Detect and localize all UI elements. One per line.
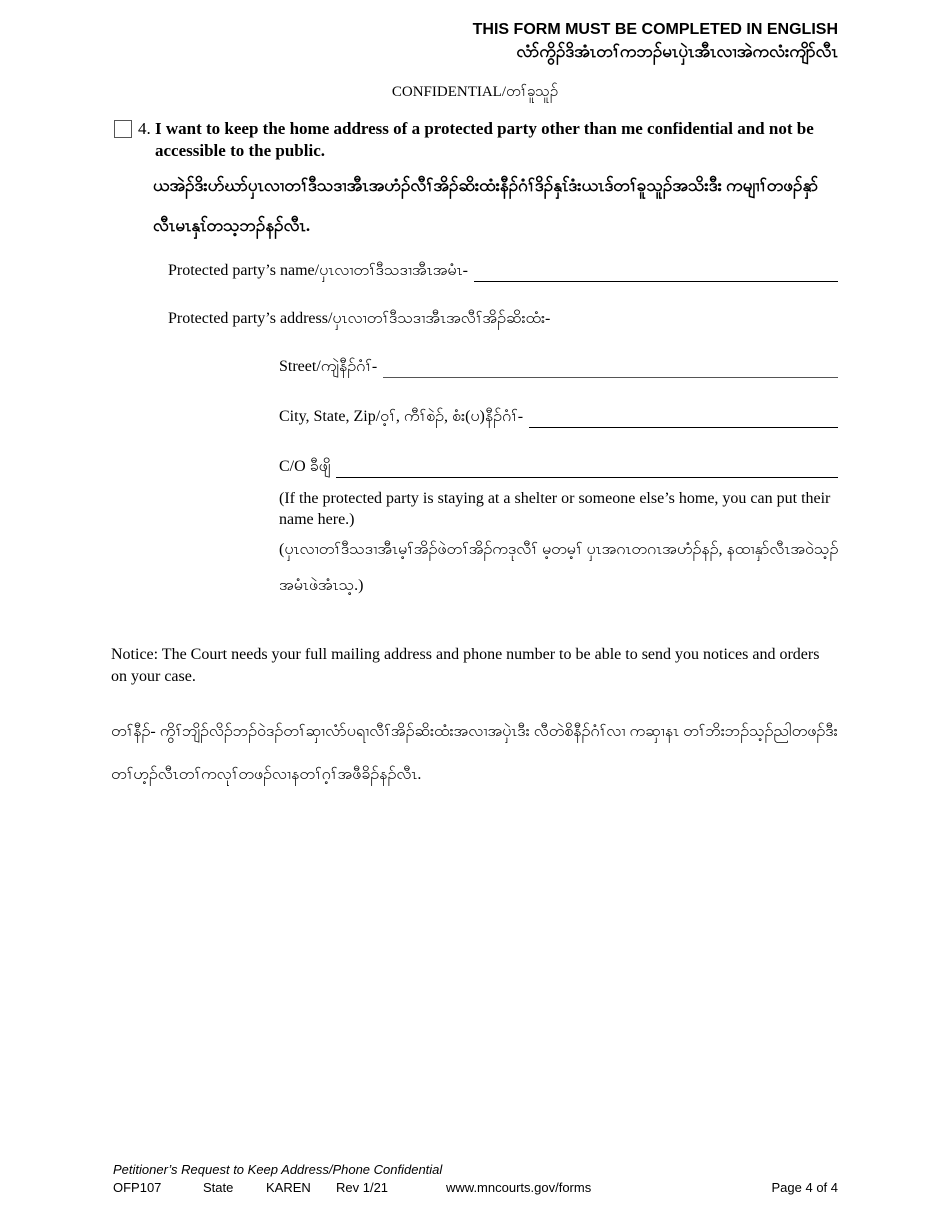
- notice-karen: တၢ်နီၣ်- ကွိၢ်ဘျိၣ်လိၣ်ဘၣ်ဝဲဒၣ်တၢ်ဆှၢလံာ်ပရၢလီၢ်အိၣ်ဆိးထံးအလၢအပှဲၤဒီး လီတဲစိနီၣ်ဂံၢ်လၢ ကဆှၢနၤ တၢ်ဘိးဘၣ်သ့ၣ်ညါတဖၣ်ဒီးတၢ်ဟ့ၣ်လီၤတၢ်ကလုၢ်တဖၣ်လၢနတၢ်ဂ့ၢ်အဖီခိၣ်နၣ်လီၤ.: [111, 723, 838, 783]
- page-content: [0, 20, 950, 796]
- address-field: [168, 308, 838, 330]
- city-label: City, State, Zip/ဝ့ၢ်, ကီၢ်စဲၣ်, စံး(ပ)နီၣ်ဂံၢ်-: [279, 408, 524, 425]
- confidential-label: CONFIDENTIAL/တၢ်ခူသူၣ်: [391, 84, 559, 100]
- street-input[interactable]: [383, 361, 838, 378]
- english-notice: THIS FORM MUST BE COMPLETED IN ENGLISH: [472, 21, 838, 38]
- karen-notice: လံာ်ကွိၣ်ဒိအံၤတၢ်ကဘၣ်မၤပှဲၤအီၤလၢအဲကလံးကျိာ်လီၤ: [516, 42, 838, 61]
- co-note-karen: (ပှၤလၢတၢ်ဒီသဒၢအီၤမ့ၢ်အိၣ်ဖဲတၢ်အိၣ်ကဒုလီၢ် မ့တမ့ၢ် ပှၤအဂၤတဂၤအဟံၣ်နၣ်, နထၢနှာ်လီၤအဝဲသ့ၣ်အမံၤဖဲအံၤသ့.): [279, 541, 839, 594]
- footer-rev: Rev 1/21: [336, 1180, 389, 1195]
- footer-url[interactable]: www.mncourts.gov/forms: [446, 1180, 592, 1195]
- footer-language: KAREN: [266, 1180, 311, 1195]
- city-input[interactable]: [529, 411, 838, 428]
- name-label: Protected party’s name/ပှၤလၢတၢ်ဒီသဒၢအီၤအမံၤ-: [168, 262, 468, 279]
- footer-title: Petitioner’s Request to Keep Address/Phone Confidential: [113, 1162, 443, 1177]
- city-field: [279, 406, 838, 428]
- co-note-english: (If the protected party is staying at a shelter or someone else’s home, you can put their name here.): [279, 490, 831, 528]
- item4-text: I want to keep the home address of a protected party other than me confidential and not be accessible to the public.: [155, 119, 814, 160]
- co-input[interactable]: [336, 461, 838, 478]
- footer-state: State: [203, 1180, 234, 1195]
- name-field: [168, 260, 838, 282]
- name-input[interactable]: [474, 265, 838, 282]
- notice-english: Notice: The Court needs your full mailing address and phone number to be able to send you notices and orders on your case.: [111, 646, 820, 685]
- item-number: 4.: [138, 119, 151, 138]
- page-number: Page 4 of 4: [771, 1180, 838, 1195]
- co-label: C/O ခီဖျိ: [279, 458, 331, 475]
- street-field: [279, 356, 838, 378]
- co-field: [279, 456, 838, 478]
- address-label: Protected party’s address/ပှၤလၢတၢ်ဒီသဒၢအီၤအလီၢ်အိၣ်ဆိးထံး-: [168, 310, 551, 327]
- item4-checkbox[interactable]: [114, 120, 132, 138]
- form-id: OFP107: [113, 1180, 162, 1195]
- item4-karen: ယအဲၣ်ဒိးဟ်ဃာ်ပှၤလၢတၢ်ဒီသဒၢအီၤအဟံၣ်လီၢ်အိၣ်ဆိးထံးနီၣ်ဂံၢ်ဒိၣ်နှၤ်ဒံးယၤဒ်တၢ်ခူသူၣ်အသိးဒီး ကမျၢၢ်တဖၣ်နှာ်လီၤမၤနှၤ်တသ့ဘၣ်နၣ်လီၤ.: [153, 176, 819, 235]
- street-label: Street/ကျဲနီၣ်ဂံၢ်-: [279, 358, 378, 375]
- item4-english: [114, 118, 838, 162]
